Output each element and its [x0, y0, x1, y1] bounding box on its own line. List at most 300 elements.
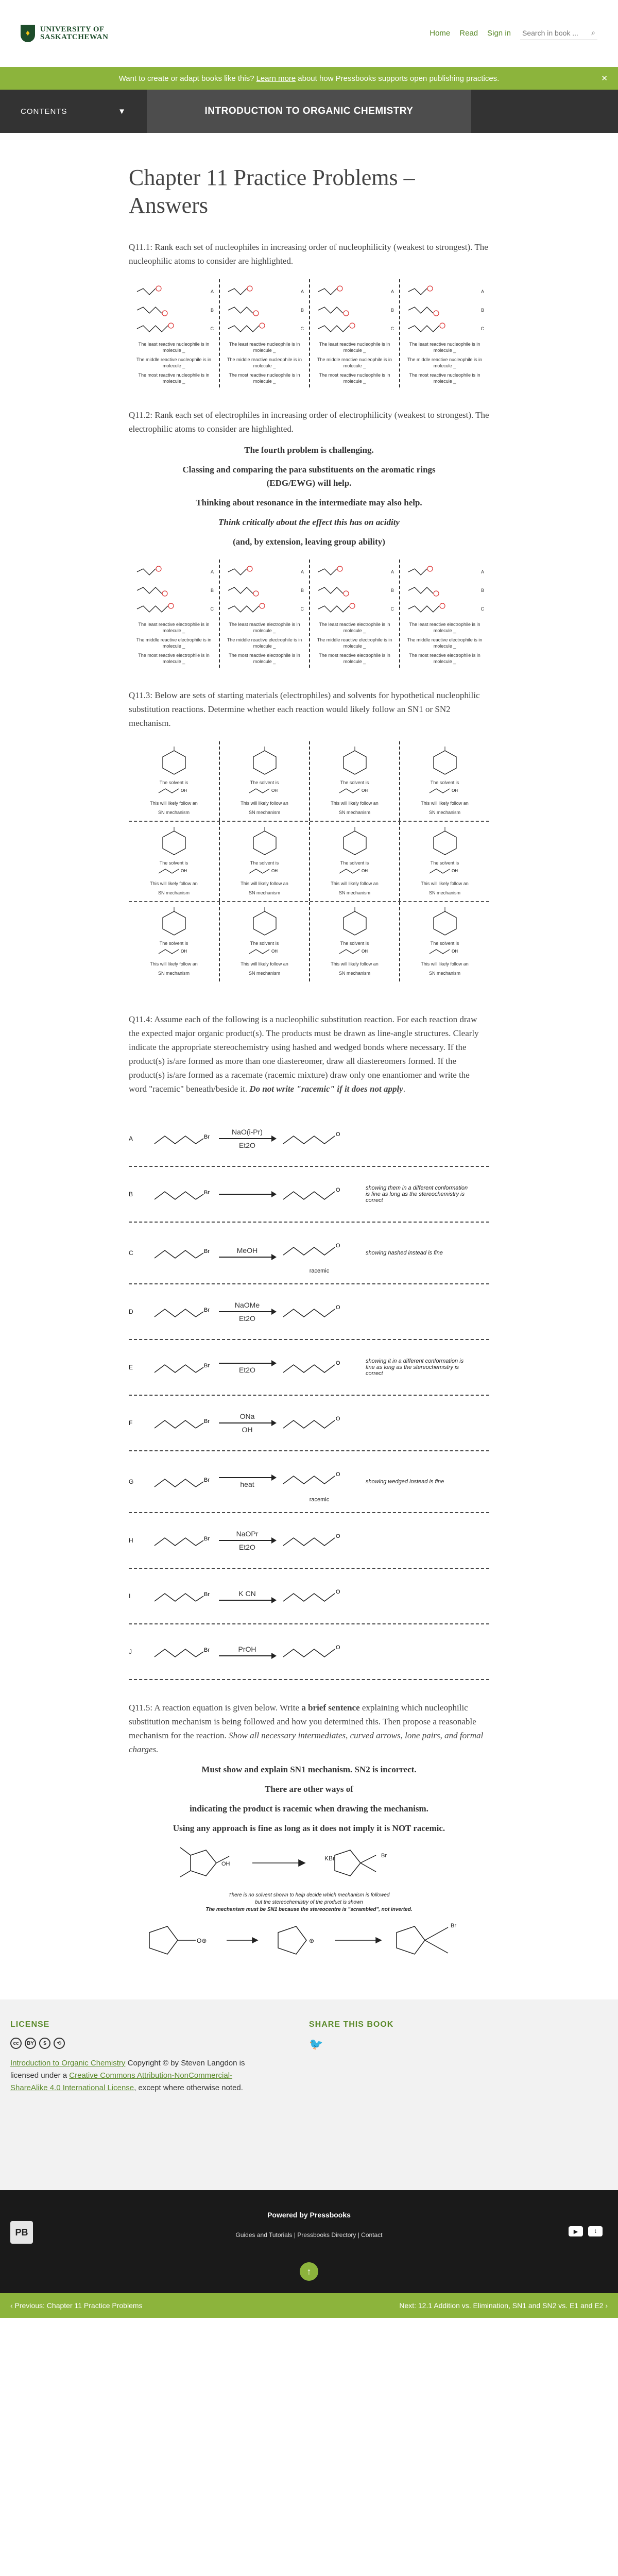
reaction-label: B: [129, 1191, 133, 1198]
search-icon[interactable]: ⌕: [591, 28, 595, 37]
rank-least: The least reactive electrophile is in molecule _: [138, 622, 210, 633]
electrophile-structure: [249, 827, 280, 856]
next-chapter-link[interactable]: Next: 12.1 Addition vs. Elimination, SN1 and SN2 vs. E1 and E2 ›: [399, 2301, 608, 2310]
q2-set-4: [399, 560, 489, 668]
rank-middle: The middle reactive nucleophile is in molecule _: [227, 357, 302, 368]
q1-structures-panel: [129, 279, 489, 387]
mechanism-label: This will likely follow an: [421, 801, 469, 806]
reactant-structure: [149, 1405, 216, 1441]
main-content: [129, 164, 489, 1969]
mechanism-label: This will likely follow an: [331, 881, 379, 886]
svg-text:⊕: ⊕: [309, 1937, 315, 1944]
solvent-label: The solvent is: [159, 941, 188, 946]
svg-text:OH: OH: [361, 788, 368, 793]
svg-text:O: O: [336, 1471, 340, 1478]
mechanism-answer: SN mechanism: [338, 890, 371, 895]
solvent-structure: [337, 946, 373, 957]
twitter-icon[interactable]: t: [588, 2226, 603, 2236]
back-to-top-icon[interactable]: ↑: [300, 2262, 318, 2281]
reaction-arrow: [219, 1600, 276, 1601]
svg-text:There is no solvent shown to h: There is no solvent shown to help decide which mechanism is followed: [228, 1892, 390, 1898]
svg-text:Br: Br: [204, 1477, 210, 1483]
question-11-3: Q11.3: Below are sets of starting materials (electrophiles) and solvents for hypothetical nucleophilic substitution reactions. Determine whether each reaction would likely follow an SN1 or SN2 mechanism.: [129, 690, 480, 728]
q2-note: Thinking about resonance in the intermediate may also help.: [196, 498, 422, 507]
q2-note: (EDG/EWG) will help.: [266, 478, 352, 488]
molecule-b: [315, 581, 394, 600]
reaction-arrow: [219, 1422, 276, 1423]
reaction-note: showing them in a different conformation is fine as long as the stereochemistry is correct: [366, 1185, 468, 1204]
svg-text:Br: Br: [204, 1536, 210, 1542]
svg-text:Br: Br: [204, 1647, 210, 1653]
rank-most: The most reactive electrophile is in molecule _: [319, 653, 390, 664]
reaction-arrow: [219, 1311, 276, 1312]
svg-text:Br: Br: [204, 1248, 210, 1255]
svg-text:O: O: [336, 1589, 340, 1595]
molecule-label: A: [390, 289, 394, 294]
reaction-label: D: [129, 1308, 133, 1315]
svg-text:O: O: [336, 1243, 340, 1249]
q3-problem: [219, 822, 309, 901]
twitter-icon[interactable]: 🐦: [309, 2038, 323, 2050]
q1-set-4: [399, 279, 489, 387]
q3-problem: [399, 822, 489, 901]
q5-note: indicating the product is racemic when drawing the mechanism.: [190, 1804, 428, 1814]
molecule-a: [225, 563, 304, 581]
reactant-structure: [149, 1294, 216, 1330]
rank-least: The least reactive electrophile is in molecule _: [409, 622, 480, 633]
q3-problem: [129, 902, 219, 981]
solvent-label: The solvent is: [250, 941, 279, 946]
rank-middle: The middle reactive electrophile is in molecule _: [227, 637, 302, 649]
svg-text:OH: OH: [180, 788, 187, 793]
reaction-a: [129, 1111, 489, 1167]
svg-text:Br: Br: [381, 1853, 387, 1859]
mechanism-answer: SN mechanism: [428, 890, 461, 895]
molecule-label: C: [300, 606, 304, 612]
reaction-label: E: [129, 1364, 133, 1371]
reaction-label: H: [129, 1537, 133, 1544]
molecule-label: A: [210, 289, 214, 294]
reagent-bottom: Et2O: [239, 1314, 255, 1323]
contents-toggle[interactable]: CONTENTS ▼: [0, 90, 147, 133]
q3-problem: [399, 902, 489, 981]
svg-text:KBr: KBr: [324, 1855, 335, 1862]
molecule-c: [225, 319, 304, 338]
youtube-icon[interactable]: ▶: [569, 2226, 583, 2236]
molecule-label: C: [390, 326, 394, 331]
q4-reactions: [129, 1111, 489, 1680]
reagent-bottom: Et2O: [239, 1543, 255, 1551]
q2-note: Think critically about the effect this has on acidity: [218, 517, 400, 527]
molecule-b: [225, 581, 304, 600]
svg-text:O: O: [336, 1416, 340, 1422]
reaction-j: [129, 1624, 489, 1680]
question-11-2: Q11.2: Rank each set of electrophiles in increasing order of electrophilicity (weakest to strongest). The electrophilic atoms to consider are highlighted.: [129, 410, 489, 434]
solvent-label: The solvent is: [340, 941, 369, 946]
molecule-label: A: [300, 569, 304, 574]
product-structure: [278, 1634, 360, 1670]
molecule-b: [405, 301, 484, 319]
q2-note: (and, by extension, leaving group ability): [233, 537, 385, 547]
reaction-label: J: [129, 1648, 132, 1655]
sa-icon: ⟲: [54, 2038, 65, 2049]
molecule-a: [225, 282, 304, 301]
mechanism-label: This will likely follow an: [421, 961, 469, 967]
toc-bar: [0, 90, 618, 133]
reagent-bottom: OH: [242, 1426, 253, 1434]
previous-chapter-link[interactable]: ‹ Previous: Chapter 11 Practice Problems: [10, 2301, 143, 2310]
reaction-note: showing it in a different conformation is fine as long as the stereochemistry is correct: [366, 1358, 464, 1377]
q3-row: [129, 741, 489, 821]
svg-text:OH: OH: [451, 788, 458, 793]
molecule-a: [405, 563, 484, 581]
rank-most: The most reactive nucleophile is in molecule _: [319, 372, 390, 384]
rank-middle: The middle reactive electrophile is in molecule _: [136, 637, 212, 649]
solvent-structure: [156, 866, 192, 876]
svg-text:OH: OH: [271, 949, 278, 954]
svg-text:Br: Br: [204, 1134, 210, 1140]
molecule-a: [315, 282, 394, 301]
mechanism-label: This will likely follow an: [150, 961, 198, 967]
electrophile-structure: [339, 827, 370, 856]
reaction-arrow: [219, 1477, 276, 1478]
question-11-5: Q11.5: A reaction equation is given below. Write a brief sentence explaining which nucleophilic substitution mechanism is being followed and how you determined this. Then propose a reasonable mechanism for the reaction. Show all necessary intermediates, curved arrows, lone pairs, and formal charges.: [129, 1703, 484, 1754]
q3-problem: [309, 741, 399, 821]
electrophile-structure: [249, 907, 280, 936]
molecule-c: [134, 600, 214, 618]
reagent-top: NaOMe: [234, 1301, 260, 1309]
molecule-label: A: [210, 569, 214, 574]
question-11-1: Q11.1: Rank each set of nucleophiles in increasing order of nucleophilicity (weakest to strongest). The nucleophilic atoms to consider are highlighted.: [129, 242, 488, 266]
svg-text:OH: OH: [361, 869, 368, 873]
molecule-label: C: [210, 606, 214, 612]
product-structure: [278, 1349, 360, 1385]
q2-note: Classing and comparing the para substituents on the aromatic rings: [182, 465, 436, 474]
molecule-c: [315, 319, 394, 338]
reagent-top: ONa: [239, 1412, 255, 1420]
svg-text:OH: OH: [271, 869, 278, 873]
electrophile-structure: [430, 907, 460, 936]
svg-text:O: O: [336, 1533, 340, 1539]
cc-license-link[interactable]: Creative Commons Attribution-NonCommercial-ShareAlike 4.0 International License: [10, 2071, 233, 2092]
mechanism-answer: SN mechanism: [158, 971, 190, 976]
q1-set-2: [219, 279, 309, 387]
molecule-label: B: [390, 308, 394, 313]
nav-home[interactable]: Home: [430, 28, 451, 38]
product-structure: [278, 1294, 360, 1330]
rank-most: The most reactive electrophile is in molecule _: [409, 653, 480, 664]
reaction-i: [129, 1569, 489, 1624]
reaction-c: [129, 1223, 489, 1284]
molecule-label: B: [210, 308, 214, 313]
q3-problem: [219, 902, 309, 981]
svg-text:Br: Br: [204, 1190, 210, 1196]
solvent-structure: [247, 866, 283, 876]
q2-structures-panel: [129, 560, 489, 668]
solvent-label: The solvent is: [159, 780, 188, 785]
svg-text:O: O: [336, 1187, 340, 1193]
racemic-label: racemic: [309, 1497, 330, 1503]
shield-icon: ♦: [21, 25, 35, 42]
solvent-structure: [156, 946, 192, 957]
university-logo[interactable]: [21, 25, 108, 42]
q2-set-2: [219, 560, 309, 668]
molecule-b: [225, 301, 304, 319]
product-structure: [278, 1232, 360, 1268]
q5-note: There are other ways of: [265, 1784, 353, 1794]
footer-links[interactable]: Guides and Tutorials | Pressbooks Directory | Contact: [235, 2231, 383, 2239]
rank-least: The least reactive nucleophile is in molecule _: [319, 342, 390, 353]
q3-problem: [309, 822, 399, 901]
mechanism-answer: SN mechanism: [248, 971, 281, 976]
learn-more-link[interactable]: Learn more: [256, 74, 296, 83]
mechanism-label: This will likely follow an: [241, 961, 288, 967]
electrophile-structure: [159, 747, 190, 775]
nav-read[interactable]: Read: [459, 28, 478, 38]
book-link[interactable]: Introduction to Organic Chemistry: [10, 2059, 126, 2067]
rank-most: The most reactive electrophile is in molecule _: [229, 653, 300, 664]
reaction-b: [129, 1167, 489, 1223]
license-section: [0, 1999, 618, 2190]
molecule-c: [134, 319, 214, 338]
logo-line2: SASKATCHEWAN: [40, 33, 109, 41]
mechanism-answer: SN mechanism: [338, 971, 371, 976]
reactant-structure: [149, 1176, 216, 1212]
molecule-c: [405, 600, 484, 618]
solvent-label: The solvent is: [430, 941, 459, 946]
molecule-c: [315, 600, 394, 618]
reagent-bottom: Et2O: [239, 1366, 255, 1374]
reaction-label: C: [129, 1249, 133, 1257]
solvent-structure: [427, 786, 463, 796]
by-icon: BY: [25, 2038, 36, 2049]
q3-problem: [399, 741, 489, 821]
reaction-arrow: [219, 1363, 276, 1364]
q3-row: [129, 821, 489, 901]
svg-text:Br: Br: [204, 1418, 210, 1425]
product-structure: [278, 1121, 360, 1157]
q3-problem: [129, 741, 219, 821]
mechanism-label: This will likely follow an: [331, 961, 379, 967]
q2-set-3: [309, 560, 399, 668]
mechanism-label: This will likely follow an: [241, 881, 288, 886]
license-text: Introduction to Organic Chemistry Copyright © by Steven Langdon is licensed under a Creative Commons Attribution-NonCommercial-ShareAlike 4.0 International License, except where otherwise noted.: [10, 2059, 245, 2092]
search-input[interactable]: Search in book ... ⌕: [520, 26, 597, 40]
racemic-label: racemic: [309, 1268, 330, 1274]
reagent-top: MeOH: [236, 1246, 258, 1255]
solvent-structure: [337, 866, 373, 876]
rank-most: The most reactive electrophile is in molecule _: [138, 653, 210, 664]
q1-set-3: [309, 279, 399, 387]
electrophile-structure: [249, 747, 280, 775]
solvent-label: The solvent is: [250, 860, 279, 866]
rank-most: The most reactive nucleophile is in molecule _: [409, 372, 480, 384]
molecule-label: C: [210, 326, 214, 331]
svg-text:O: O: [336, 1360, 340, 1366]
electrophile-structure: [159, 907, 190, 936]
product-structure: [278, 1405, 360, 1441]
molecule-b: [134, 581, 214, 600]
solvent-label: The solvent is: [340, 860, 369, 866]
electrophile-structure: [339, 907, 370, 936]
q5-note: Must show and explain SN1 mechanism. SN2 is incorrect.: [201, 1765, 417, 1774]
q3-problem: [129, 822, 219, 901]
svg-text:Br: Br: [451, 1923, 456, 1929]
molecule-c: [225, 600, 304, 618]
main-nav: [430, 26, 597, 40]
mechanism-answer: SN mechanism: [338, 810, 371, 815]
q5-scheme-svg: [129, 1845, 489, 1969]
reaction-label: F: [129, 1419, 133, 1427]
logo-line1: UNIVERSITY OF: [40, 25, 105, 33]
solvent-structure: [337, 786, 373, 796]
rank-middle: The middle reactive nucleophile is in molecule _: [136, 357, 212, 368]
pressbooks-footer: [0, 2190, 618, 2293]
chapter-nav: [0, 2293, 618, 2318]
solvent-label: The solvent is: [250, 780, 279, 785]
q3-row: [129, 901, 489, 981]
svg-text:OH: OH: [451, 869, 458, 873]
solvent-structure: [427, 866, 463, 876]
molecule-label: B: [390, 588, 394, 593]
electrophile-structure: [430, 747, 460, 775]
q3-structures-panel: [129, 741, 489, 981]
q2-note: The fourth problem is challenging.: [244, 445, 374, 455]
molecule-label: B: [300, 588, 304, 593]
reactant-structure: [149, 1235, 216, 1271]
pressbooks-logo[interactable]: PB: [10, 2221, 33, 2244]
q2-set-1: [129, 560, 219, 668]
nav-sign-in[interactable]: Sign in: [487, 28, 511, 38]
reaction-note: showing hashed instead is fine: [366, 1250, 443, 1256]
reagent-top: NaO(i-Pr): [232, 1128, 263, 1136]
rank-least: The least reactive nucleophile is in molecule _: [229, 342, 300, 353]
reaction-arrow: [219, 1655, 276, 1656]
svg-text:OH: OH: [180, 949, 187, 954]
svg-text:OH: OH: [221, 1861, 230, 1867]
info-banner: Want to create or adapt books like this? Learn more about how Pressbooks supports open publishing practices. ✕: [0, 67, 618, 90]
svg-text:Br: Br: [204, 1307, 210, 1313]
molecule-b: [405, 581, 484, 600]
mechanism-label: This will likely follow an: [241, 801, 288, 806]
rank-least: The least reactive nucleophile is in molecule _: [409, 342, 480, 353]
solvent-label: The solvent is: [340, 780, 369, 785]
svg-text:O: O: [336, 1131, 340, 1138]
q5-reaction-scheme: [129, 1845, 489, 1969]
svg-text:O: O: [336, 1304, 340, 1311]
reactant-structure: [149, 1634, 216, 1670]
reactant-structure: [149, 1464, 216, 1500]
molecule-label: B: [300, 308, 304, 313]
solvent-label: The solvent is: [430, 780, 459, 785]
rank-middle: The middle reactive electrophile is in molecule _: [407, 637, 483, 649]
product-structure: [278, 1578, 360, 1614]
mechanism-label: This will likely follow an: [421, 881, 469, 886]
license-heading: LICENSE: [10, 2020, 50, 2029]
share-heading: SHARE THIS BOOK: [309, 2020, 394, 2029]
molecule-a: [315, 563, 394, 581]
q1-set-1: [129, 279, 219, 387]
svg-text:OH: OH: [180, 869, 187, 873]
molecule-label: C: [390, 606, 394, 612]
svg-text:Br: Br: [204, 1363, 210, 1369]
svg-text:The mechanism must be SN1 beca: The mechanism must be SN1 because the stereocentre is "scrambled", not inverted.: [205, 1907, 413, 1912]
molecule-b: [134, 301, 214, 319]
reaction-note: showing wedged instead is fine: [366, 1479, 444, 1485]
q3-problem: [309, 902, 399, 981]
reagent-bottom: Et2O: [239, 1141, 255, 1149]
svg-text:OH: OH: [361, 949, 368, 954]
rank-least: The least reactive electrophile is in molecule _: [229, 622, 300, 633]
molecule-b: [315, 301, 394, 319]
svg-text:Br: Br: [204, 1591, 210, 1598]
molecule-label: B: [480, 308, 484, 313]
molecule-label: A: [300, 289, 304, 294]
cc-icon: cc: [10, 2038, 22, 2049]
solvent-structure: [427, 946, 463, 957]
molecule-label: A: [480, 569, 484, 574]
reaction-f: [129, 1396, 489, 1451]
product-structure: [278, 1522, 360, 1558]
solvent-label: The solvent is: [430, 860, 459, 866]
nc-icon: $: [39, 2038, 50, 2049]
mechanism-label: This will likely follow an: [150, 801, 198, 806]
reaction-label: I: [129, 1592, 131, 1600]
reaction-e: [129, 1340, 489, 1396]
reagent-top: NaOPr: [236, 1530, 259, 1538]
molecule-label: C: [300, 326, 304, 331]
rank-least: The least reactive nucleophile is in molecule _: [138, 342, 210, 353]
cc-license-icons: [10, 2038, 258, 2049]
svg-text:O⊕: O⊕: [197, 1937, 207, 1944]
q5-note: Using any approach is fine as long as it does not imply it is NOT racemic.: [173, 1823, 445, 1833]
mechanism-answer: SN mechanism: [428, 971, 461, 976]
reaction-arrow: [219, 1194, 276, 1195]
electrophile-structure: [430, 827, 460, 856]
mechanism-answer: SN mechanism: [248, 890, 281, 895]
molecule-label: B: [480, 588, 484, 593]
svg-text:O: O: [336, 1645, 340, 1651]
q3-problem: [219, 741, 309, 821]
reactant-structure: [149, 1522, 216, 1558]
book-title[interactable]: INTRODUCTION TO ORGANIC CHEMISTRY: [147, 90, 471, 133]
reagent-bottom: heat: [240, 1480, 254, 1488]
question-11-4: Q11.4: Assume each of the following is a nucleophilic substitution reaction. For each reaction draw the expected major organic product(s). The products must be drawn as line-angle structures. Clearly indicate the appropriate stereochemistry using hashed and wedged bonds where necessary. If the product(s) is/are formed as more than one diastereomer, draw all diastereomers formed. If the product(s) is/are formed as a racemate (racemic mixture) draw only one enantiomer and write the word "racemic" beneath/beside it. Do not write "racemic" if it does not apply.: [129, 1014, 479, 1094]
molecule-label: A: [480, 289, 484, 294]
solvent-label: The solvent is: [159, 860, 188, 866]
molecule-c: [405, 319, 484, 338]
reagent-top: PrOH: [238, 1645, 256, 1653]
reagent-top: K CN: [238, 1589, 256, 1598]
reactant-structure: [149, 1121, 216, 1157]
solvent-structure: [156, 786, 192, 796]
chevron-down-icon: ▼: [118, 107, 126, 116]
q4-warning: Do not write "racemic" if it does not apply: [249, 1084, 403, 1094]
close-icon[interactable]: ✕: [601, 74, 608, 83]
mechanism-answer: SN mechanism: [248, 810, 281, 815]
mechanism-answer: SN mechanism: [158, 810, 190, 815]
svg-text:OH: OH: [451, 949, 458, 954]
rank-middle: The middle reactive electrophile is in molecule _: [317, 637, 392, 649]
reaction-label: A: [129, 1135, 133, 1142]
product-structure: [278, 1176, 360, 1212]
electrophile-structure: [159, 827, 190, 856]
solvent-structure: [247, 946, 283, 957]
rank-least: The least reactive electrophile is in molecule _: [319, 622, 390, 633]
top-header: [0, 0, 618, 67]
mechanism-label: This will likely follow an: [331, 801, 379, 806]
reactant-structure: [149, 1578, 216, 1614]
